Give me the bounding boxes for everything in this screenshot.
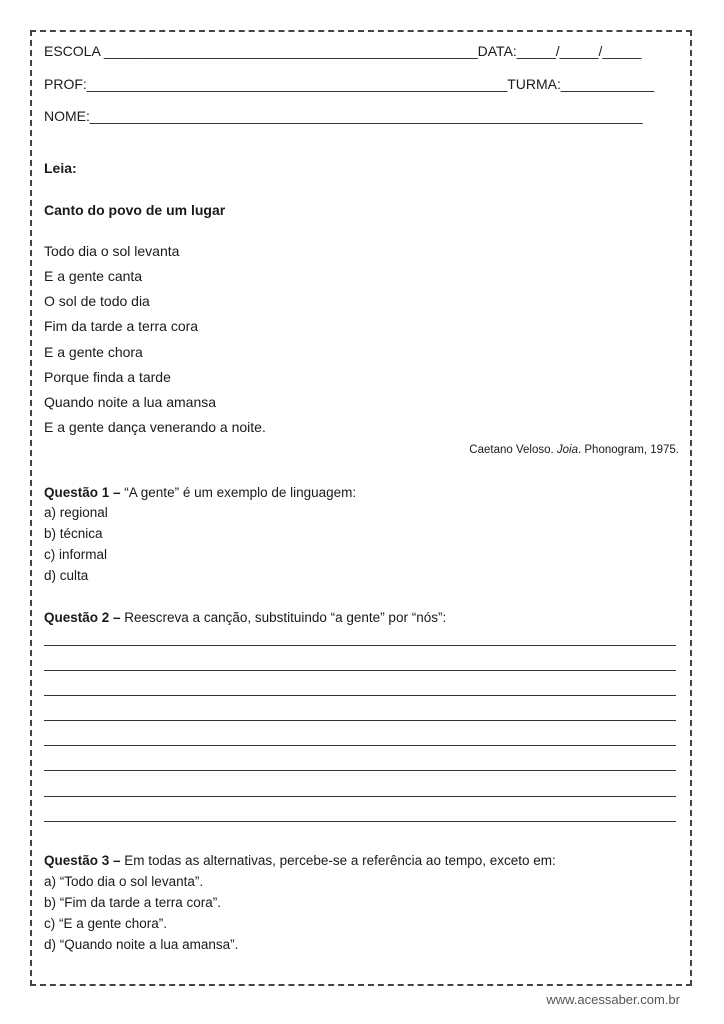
answer-line[interactable] xyxy=(44,796,676,797)
poem-line: Fim da tarde a terra cora xyxy=(44,318,199,334)
question-1-option: d) culta xyxy=(44,568,89,583)
answer-line[interactable] xyxy=(44,821,676,822)
question-3-label: Questão 3 – xyxy=(44,853,121,868)
question-3-option: c) “E a gente chora”. xyxy=(44,916,168,931)
poem-line: E a gente canta xyxy=(44,268,143,284)
question-3 xyxy=(44,853,556,868)
poem-line: Porque finda a tarde xyxy=(44,369,171,385)
question-1-option: a) regional xyxy=(44,505,108,520)
question-1-text: “A gente” é um exemplo de linguagem: xyxy=(120,485,357,500)
poem-line: Todo dia o sol levanta xyxy=(44,243,180,259)
answer-line[interactable] xyxy=(44,645,676,646)
question-2-label: Questão 2 – xyxy=(44,610,121,625)
credit-work: Joia xyxy=(556,444,578,456)
credit-author: Caetano Veloso. xyxy=(469,444,557,456)
question-1-option: b) técnica xyxy=(44,526,103,541)
poem-line: O sol de todo dia xyxy=(44,293,150,309)
answer-line[interactable] xyxy=(44,720,676,721)
answer-line[interactable] xyxy=(44,770,676,771)
answer-line[interactable] xyxy=(44,670,676,671)
answer-line[interactable] xyxy=(44,745,676,746)
worksheet-border xyxy=(30,30,692,986)
question-3-option: b) “Fim da tarde a terra cora”. xyxy=(44,895,222,910)
question-2-text: Reescreva a canção, substituindo “a gente” por “nós”: xyxy=(120,610,447,625)
school-date-field: ESCOLA ________________________________________________DATA:_____/_____/_____ xyxy=(44,43,642,59)
teacher-class-field: PROF:______________________________________________________TURMA:____________ xyxy=(44,76,655,92)
poem-line: E a gente chora xyxy=(44,344,143,360)
question-2 xyxy=(44,610,446,625)
credit-rest: . Phonogram, 1975. xyxy=(577,444,679,456)
question-1-label: Questão 1 – xyxy=(44,485,121,500)
question-1 xyxy=(44,485,356,500)
poem-title: Canto do povo de um lugar xyxy=(44,202,226,218)
question-3-option: d) “Quando noite a lua amansa”. xyxy=(44,937,239,952)
site-footer: www.acessaber.com.br xyxy=(546,992,680,1007)
poem-credit xyxy=(469,444,679,456)
name-field: NOME:_______________________________________________________________________ xyxy=(44,108,643,124)
question-3-option: a) “Todo dia o sol levanta”. xyxy=(44,874,204,889)
poem-line: E a gente dança venerando a noite. xyxy=(44,419,266,435)
read-instruction: Leia: xyxy=(44,160,77,176)
answer-line[interactable] xyxy=(44,695,676,696)
question-3-text: Em todas as alternativas, percebe-se a referência ao tempo, exceto em: xyxy=(120,853,556,868)
poem-line: Quando noite a lua amansa xyxy=(44,394,217,410)
question-1-option: c) informal xyxy=(44,547,108,562)
